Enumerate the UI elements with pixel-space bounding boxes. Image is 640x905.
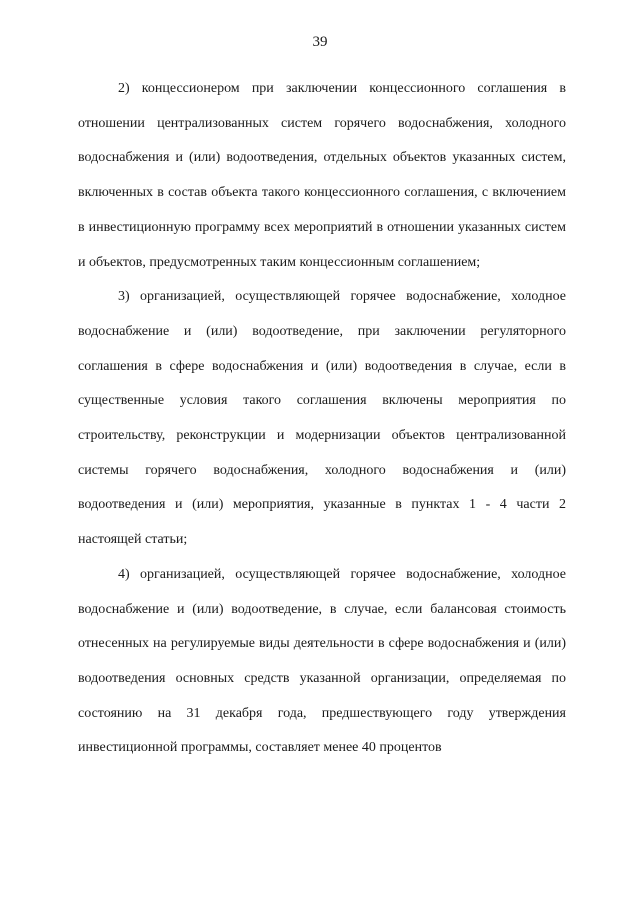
paragraph-item-3: 3) организацией, осуществляющей горячее водоснабжение, холодное водоснабжение и (или) водоотведение, при заключении регуляторного соглашения в сфере водоснабжения и (или) водоотведения в случае, если в существенные условия такого соглашения включены мероприятия по строительству, реконструкции и модернизации объектов централизованной системы горячего водоснабжения, холодного водоснабжения и (или) водоотведения и (или) мероприятия, указанные в пунктах 1 - 4 части 2 настоящей статьи; xyxy=(78,289,566,548)
paragraph-item-4: 4) организацией, осуществляющей горячее водоснабжение, холодное водоснабжение и (или) водоотведение, в случае, если балансовая стоимость отнесенных на регулируемые виды деятельности в сфере водоснабжения и (или) водоотведения основных средств указанной организации, определяемая по состоянию на 31 декабря года, предшествующего году утверждения инвестиционной программы, составляет менее 40 процентов xyxy=(78,566,566,756)
paragraph-item-2: 2) концессионером при заключении концессионного соглашения в отношении централизованных систем горячего водоснабжения, холодного водоснабжения и (или) водоотведения, отдельных объектов указанных систем, включенных в состав объекта такого концессионного соглашения, с включением в инвестиционную программу всех мероприятий в отношении указанных систем и объектов, предусмотренных таким концессионным соглашением; xyxy=(78,81,566,270)
document-body xyxy=(78,72,566,766)
page-number: 39 xyxy=(312,34,328,50)
